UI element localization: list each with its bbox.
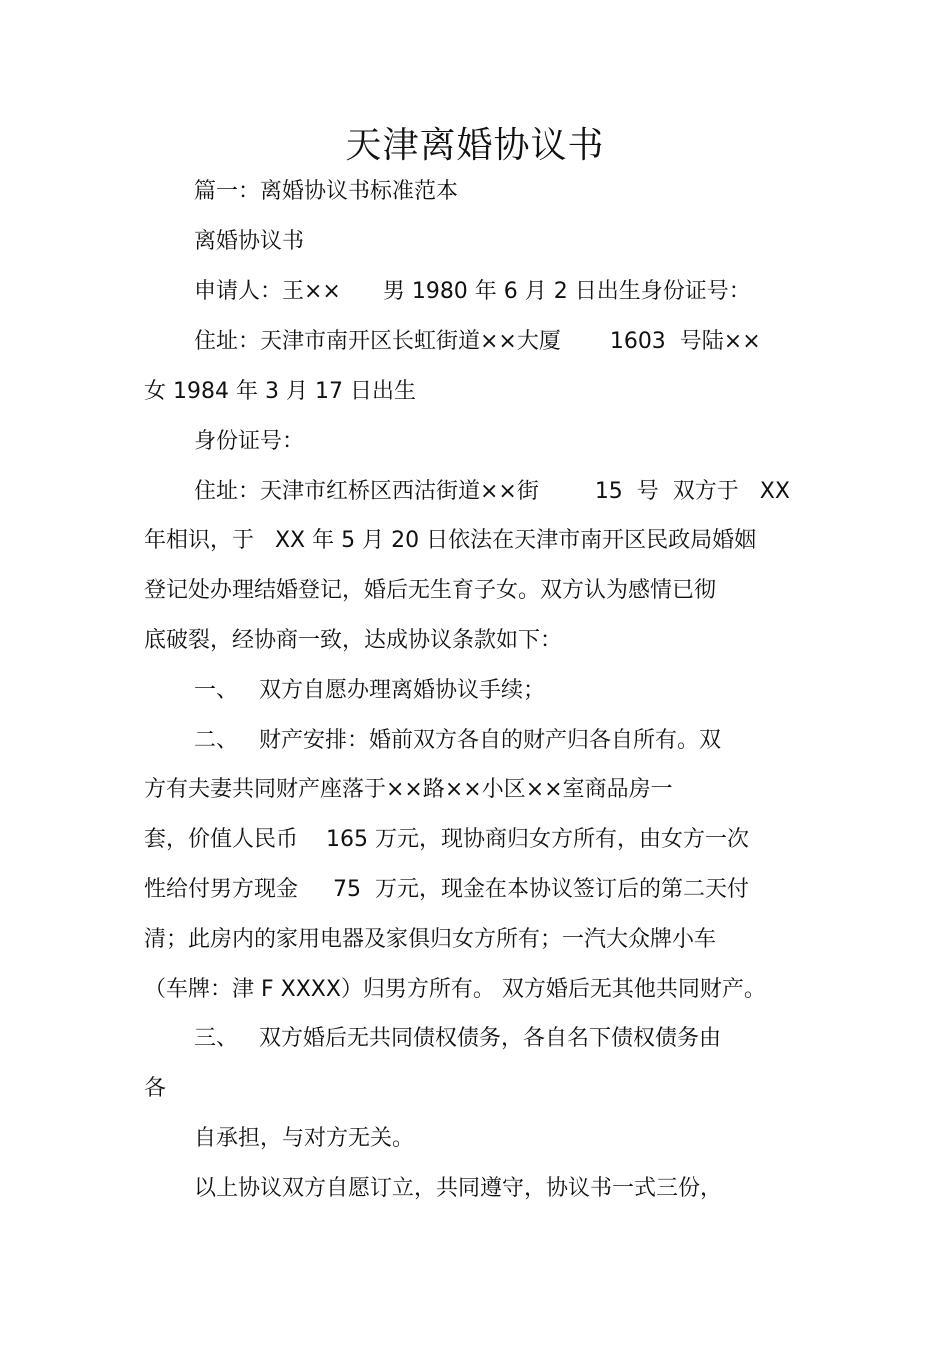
id-number-line: 身份证号：: [194, 429, 305, 454]
body-line: 女 1984 年 3 月 17 日出生: [144, 379, 416, 404]
body-line: 性给付男方现金 75 万元，现金在本协议签订后的第二天付: [144, 877, 749, 902]
section-heading: 篇一：离婚协议书标准范本: [194, 179, 459, 204]
address-line-2: 住址：天津市红桥区西沽街道××街 15 号 双方于 XX: [194, 479, 790, 504]
applicant-line: 申请人：王×× 男 1980 年 6 月 2 日出生身份证号：: [194, 279, 751, 304]
body-line: 年相识，于 XX 年 5 月 20 日依法在天津市南开区民政局婚姻: [144, 528, 757, 553]
agreement-heading: 离婚协议书: [194, 229, 305, 254]
address-line-1: 住址：天津市南开区长虹街道××大厦 1603 号陆××: [194, 329, 761, 354]
body-line: 套，价值人民币 165 万元，现协商归女方所有，由女方一次: [144, 827, 749, 852]
body-line: 清；此房内的家用电器及家俱归女方所有；一汽大众牌小车: [144, 927, 717, 952]
body-line: 自承担，与对方无关。: [194, 1126, 415, 1151]
body-line: 各: [144, 1076, 167, 1101]
body-line: （车牌：津 F XXXX）归男方所有。 双方婚后无其他共同财产。: [144, 977, 766, 1002]
document-title: 天津离婚协议书: [345, 125, 605, 166]
clause-2: 二、 财产安排：婚前双方各自的财产归各自所有。双: [194, 728, 721, 753]
closing-line: 以上协议双方自愿订立，共同遵守，协议书一式三份，: [194, 1176, 723, 1201]
body-line: 方有夫妻共同财产座落于××路××小区××室商品房一: [144, 777, 673, 802]
body-line: 底破裂，经协商一致，达成协议条款如下：: [144, 628, 563, 653]
body-line: 登记处办理结婚登记，婚后无生育子女。双方认为感情已彻: [144, 578, 717, 603]
clause-1: 一、 双方自愿办理离婚协议手续；: [194, 678, 545, 703]
clause-3: 三、 双方婚后无共同债权债务，各自名下债权债务由: [194, 1026, 721, 1051]
